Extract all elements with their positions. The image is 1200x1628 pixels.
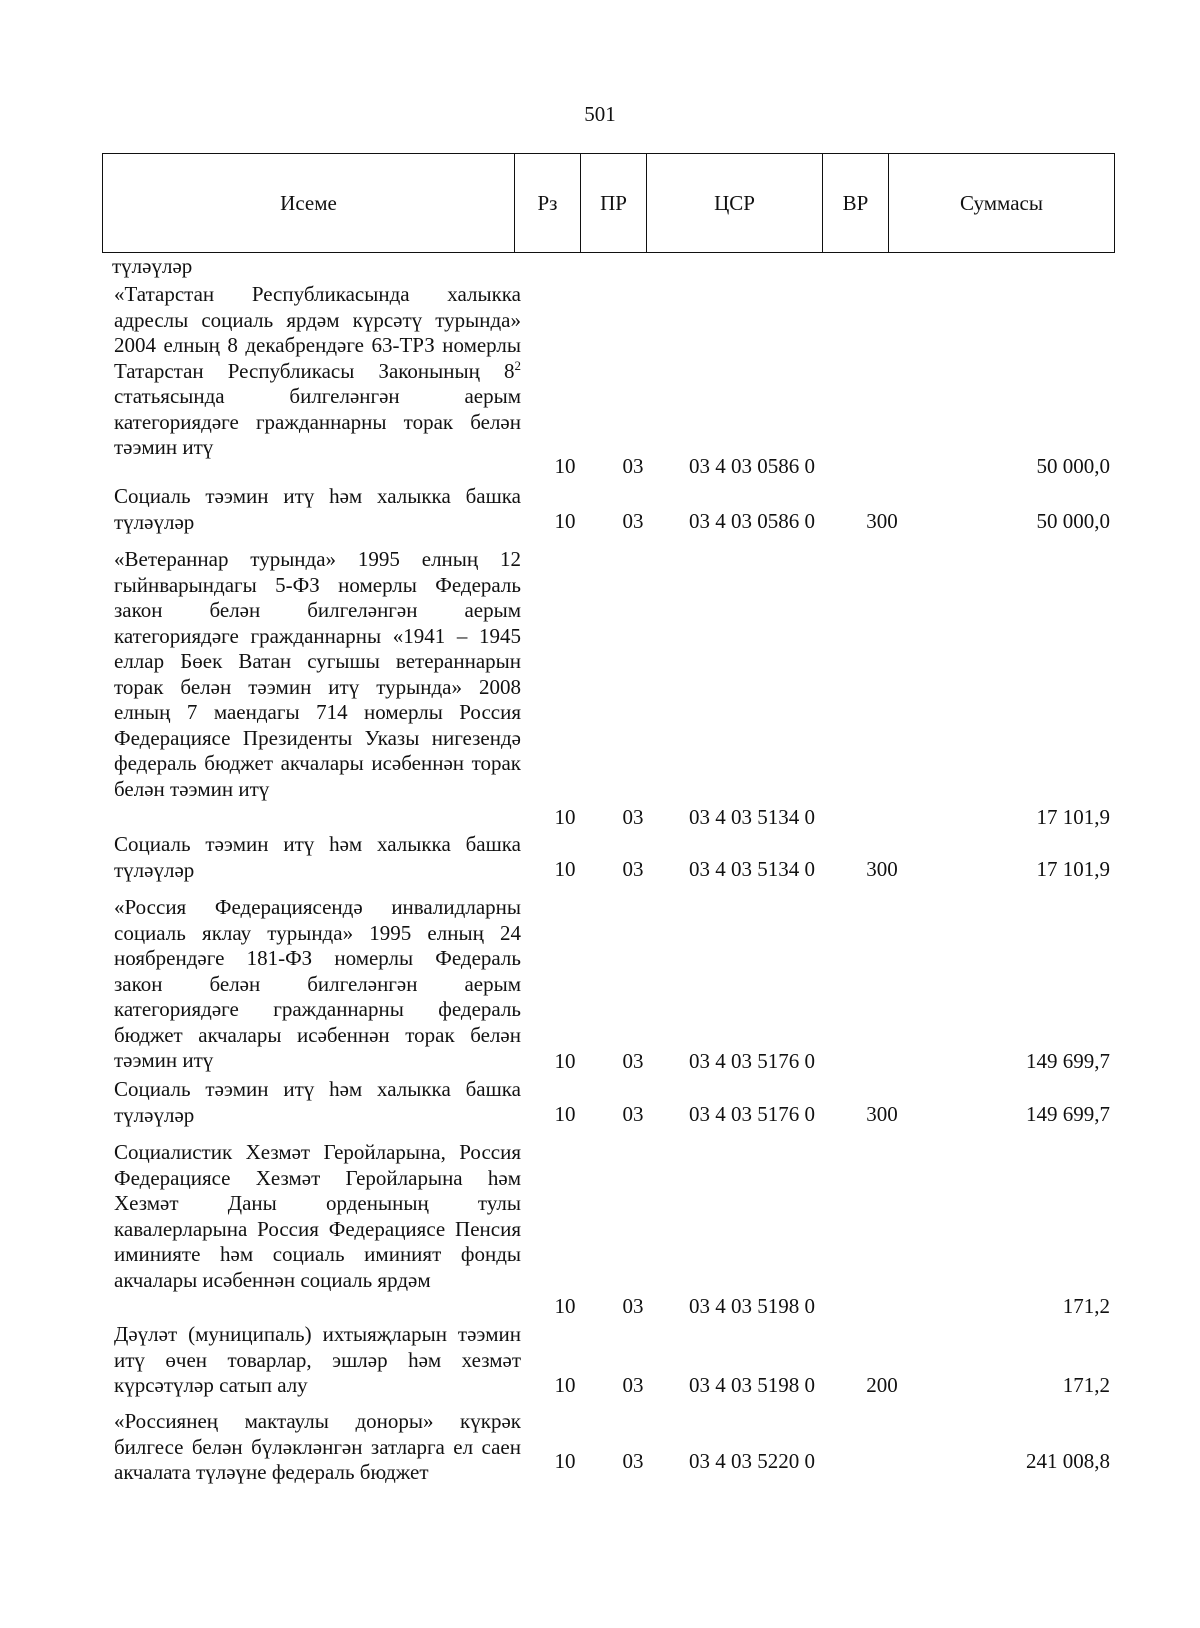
- row-rz: 10: [554, 1049, 576, 1073]
- row-rz: 10: [554, 857, 576, 881]
- header-sum: Суммасы: [889, 154, 1115, 253]
- row-name-text: «Татарстан Республикасында халыкка адреслы социаль ярдәм күрсәтү турында» 2004 елның 8 декабрендәге 63-ТРЗ номерлы Татарстан Республикасы Законының 8: [114, 282, 521, 383]
- row-pr: 03: [622, 1102, 644, 1126]
- row-name: «Россиянең мактаулы доноры» күкрәк билгесе белән бүләкләнгән затларга ел саен акчалата түләүне федераль бюджет: [114, 1409, 521, 1484]
- row-rz: 10: [554, 1294, 576, 1318]
- header-csr: ЦСР: [647, 154, 823, 253]
- row-sum: 50 000,0: [1036, 454, 1110, 478]
- row-csr: 03 4 03 5220 0: [689, 1449, 815, 1473]
- row-pr: 03: [622, 1449, 644, 1473]
- row-rz: 10: [554, 509, 576, 533]
- row-pr: 03: [622, 805, 644, 829]
- row-sum: 171,2: [1062, 1373, 1110, 1397]
- row-csr: 03 4 03 5134 0: [689, 857, 815, 881]
- row-csr: 03 4 03 5134 0: [689, 805, 815, 829]
- row-rz: 10: [554, 454, 576, 478]
- row-name: «Ветераннар турында» 1995 елның 12 гыйнварындагы 5-ФЗ номерлы Федераль закон белән билгеләнгән аерым категориядәге гражданнарны «1941 – 1945 еллар Бөек Ватан сугышы ветераннарын торак белән тәэмин итү турында» 2008 елның 7 маендагы 714 номерлы Россия Федерациясе Президенты Указы нигезендә федераль бюджет акчалары исәбеннән торак белән тәэмин итү: [114, 547, 521, 801]
- row-pr: 03: [622, 454, 644, 478]
- row-sum: 241 008,8: [1026, 1449, 1110, 1473]
- row-name: «Россия Федерациясендә инвалидларны социаль яклау турында» 1995 елның 24 ноябрендәге 181-ФЗ номерлы Федераль закон белән билгеләнгән аерым категориядәге гражданнарны федераль бюджет акчалары исәбеннән торак белән тәэмин итү: [114, 895, 521, 1072]
- row-name: Дәүләт (муниципаль) ихтыяҗларын тәэмин итү өчен товарлар, эшләр һәм хезмәт күрсәтүләр сатып алу: [114, 1322, 521, 1397]
- row-sum: 149 699,7: [1026, 1102, 1110, 1126]
- row-rz: 10: [554, 1449, 576, 1473]
- row-name: [114, 282, 521, 461]
- row-sum: 50 000,0: [1036, 509, 1110, 533]
- header-name: Исеме: [103, 154, 515, 253]
- row-name: Социаль тәэмин итү һәм халыкка башка түләүләр: [114, 484, 521, 534]
- row-name: Социаль тәэмин итү һәм халыкка башка түләүләр: [114, 832, 521, 882]
- row-rz: 10: [554, 1102, 576, 1126]
- row-name: Социаль тәэмин итү һәм халыкка башка түләүләр: [114, 1077, 521, 1127]
- row-pr: 03: [622, 509, 644, 533]
- page-number: 501: [584, 102, 616, 126]
- continuation-text: түләүләр: [112, 254, 193, 278]
- row-csr: 03 4 03 0586 0: [689, 454, 815, 478]
- row-vr: 300: [866, 1102, 898, 1126]
- row-sum: 17 101,9: [1036, 805, 1110, 829]
- row-sum: 171,2: [1062, 1294, 1110, 1318]
- row-sum: 149 699,7: [1026, 1049, 1110, 1073]
- row-name-text-continued: статьясында билгеләнгән аерым категориядәге гражданнарны торак белән тәэмин итү: [114, 384, 521, 459]
- row-name: Социалистик Хезмәт Геройларына, Россия Федерациясе Хезмәт Геройларына һәм Хезмәт Даны орденының тулы кавалерларына Россия Федерациясе Пенсия иминияте һәм социаль иминият фонды акчалары исәбеннән социаль ярдәм: [114, 1140, 521, 1292]
- row-pr: 03: [622, 1294, 644, 1318]
- row-csr: 03 4 03 5176 0: [689, 1102, 815, 1126]
- row-csr: 03 4 03 5176 0: [689, 1049, 815, 1073]
- header-vr: ВР: [823, 154, 889, 253]
- row-vr: 200: [866, 1373, 898, 1397]
- row-pr: 03: [622, 1373, 644, 1397]
- row-csr: 03 4 03 5198 0: [689, 1294, 815, 1318]
- header-rz: Рз: [515, 154, 581, 253]
- row-vr: 300: [866, 857, 898, 881]
- row-csr: 03 4 03 5198 0: [689, 1373, 815, 1397]
- row-vr: 300: [866, 509, 898, 533]
- row-pr: 03: [622, 857, 644, 881]
- header-pr: ПР: [581, 154, 647, 253]
- row-pr: 03: [622, 1049, 644, 1073]
- row-name-superscript: 2: [514, 357, 521, 373]
- row-rz: 10: [554, 1373, 576, 1397]
- row-sum: 17 101,9: [1036, 857, 1110, 881]
- row-rz: 10: [554, 805, 576, 829]
- row-csr: 03 4 03 0586 0: [689, 509, 815, 533]
